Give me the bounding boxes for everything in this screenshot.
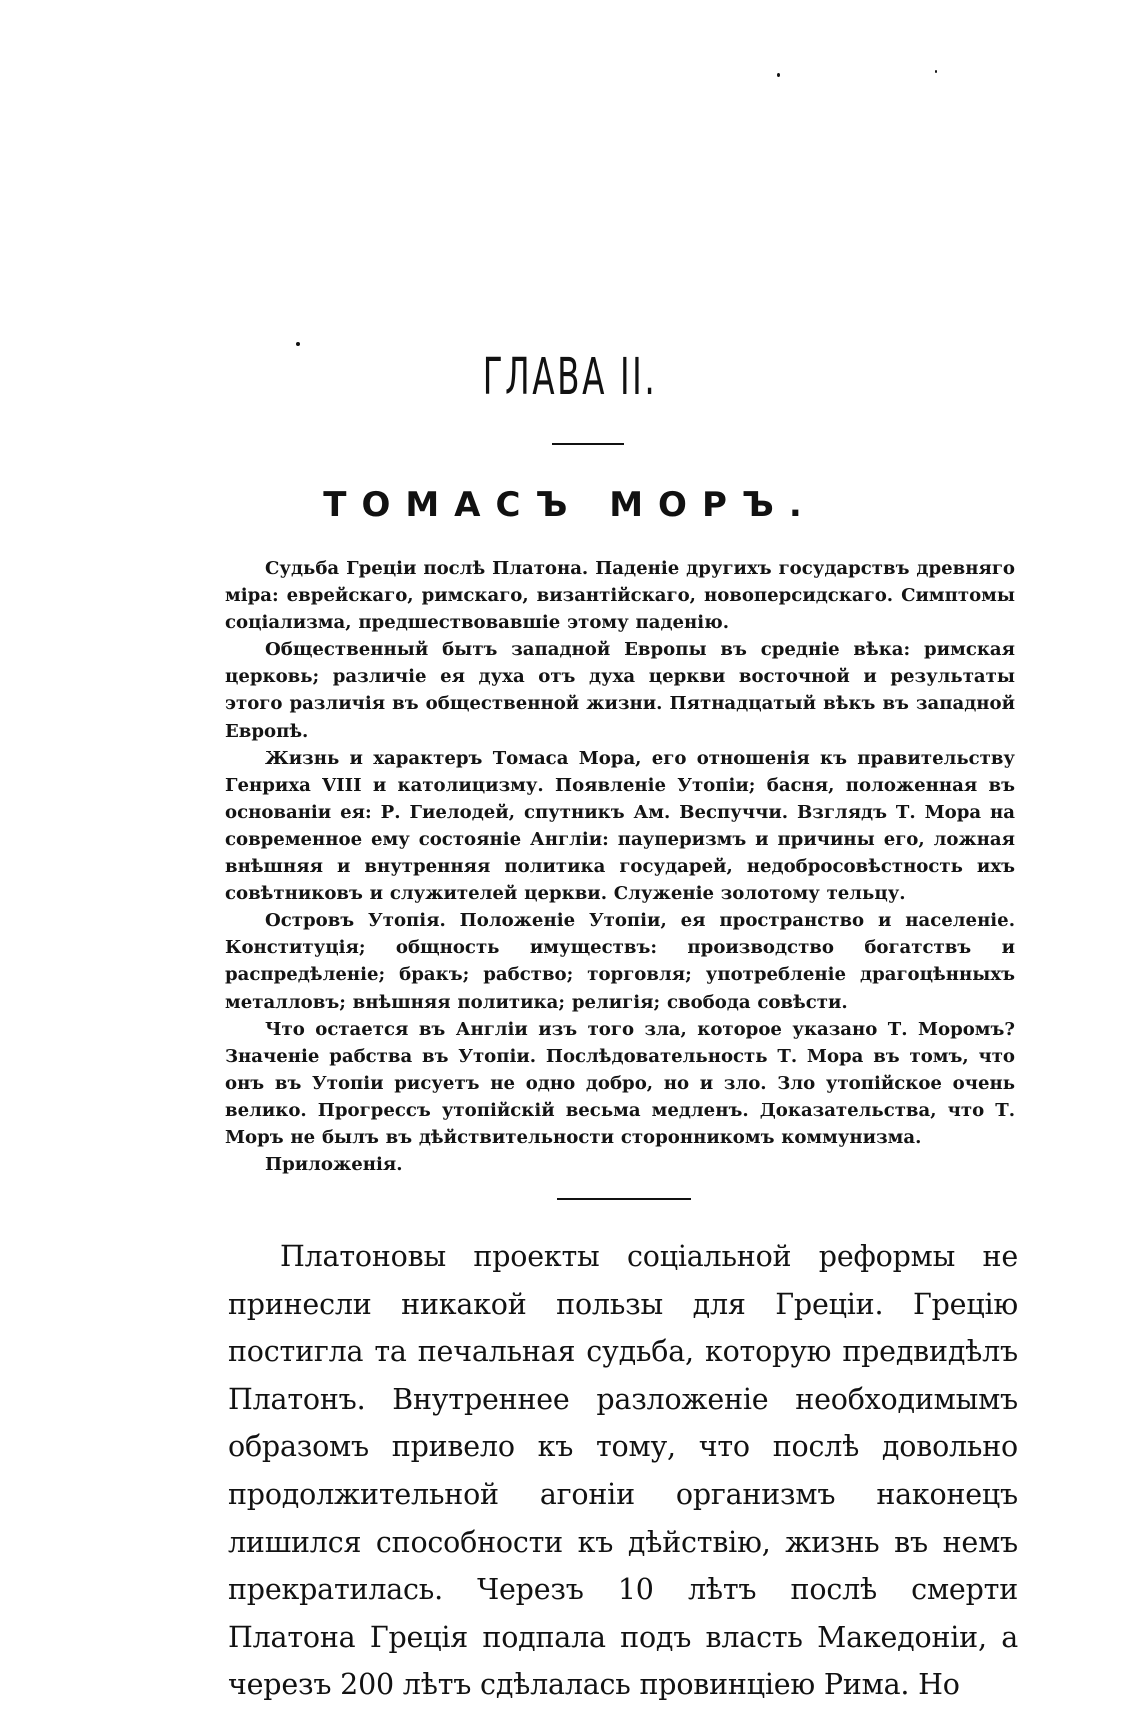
summary-paragraph: Судьба Греціи послѣ Платона. Паденіе другихъ государствъ древняго міра: еврейскаго, римскаго, византійскаго, новоперсидскаго. Симптомы соціализма, предшествовавшіе этому паденію. xyxy=(225,558,1015,634)
summary-paragraph: Островъ Утопія. Положеніе Утопіи, ея пространство и населеніе. Конституція; общность имуществъ: производство богатствъ и распредѣленіе; бракъ; рабство; торговля; употребленіе драгоцѣнныхъ металловъ; внѣшняя политика; религія; свобода совѣсти. xyxy=(225,910,1015,1013)
main-text xyxy=(228,1233,1018,1709)
section-divider xyxy=(557,1198,691,1200)
chapter-heading: ГЛАВА II. xyxy=(482,348,658,407)
chapter-title: ТОМАСЪ МОРЪ. xyxy=(323,485,817,525)
chapter-summary xyxy=(225,555,1015,1178)
summary-paragraph: Общественный бытъ западной Европы въ средніе вѣка: римская церковь; различіе ея духа отъ духа церкви восточной и результаты этого различія въ общественной жизни. Пятнадцатый вѣкъ въ западной Европѣ. xyxy=(225,639,1015,742)
print-speck xyxy=(296,342,300,346)
summary-paragraph: Что остается въ Англіи изъ того зла, которое указано Т. Моромъ? Значеніе рабства въ Утопіи. Послѣдовательность Т. Мора въ томъ, что онъ въ Утопіи рисуетъ не одно добро, но и зло. Зло утопійское очень велико. Прогрессъ утопійскій весьма медленъ. Доказательства, что Т. Моръ не былъ въ дѣйствительности сторонникомъ коммунизма. xyxy=(225,1018,1015,1148)
body-paragraph: Платоновы проекты соціальной реформы не принесли никакой пользы для Греціи. Грецію постигла та печальная судьба, которую предвидѣлъ Платонъ. Внутреннее разложеніе необходимымъ образомъ привело къ тому, что послѣ довольно продолжительной агоніи организмъ наконецъ лишился способности къ дѣйствію, жизнь въ немъ прекратилась. Черезъ 10 лѣтъ послѣ смерти Платона Греція подпала подъ власть Македоніи, а черезъ 200 лѣтъ сдѣлалась провинціею Рима. Но xyxy=(228,1240,1018,1702)
heading-divider xyxy=(552,443,624,445)
print-speck xyxy=(777,73,780,77)
summary-paragraph: Жизнь и характеръ Томаса Мора, его отношенія къ правительству Генриха VIII и католицизму. Появленіе Утопіи; басня, положенная въ основаніи ея: Р. Гиелодей, спутникъ Ам. Веспуччи. Взглядъ Т. Мора на современное ему состояніе Англіи: пауперизмъ и причины его, ложная внѣшняя и внутренняя политика государей, недобросовѣстность ихъ совѣтниковъ и служителей церкви. Служеніе золотому тельцу. xyxy=(225,747,1015,905)
summary-paragraph: Приложенія. xyxy=(265,1154,403,1176)
print-speck xyxy=(935,70,937,73)
